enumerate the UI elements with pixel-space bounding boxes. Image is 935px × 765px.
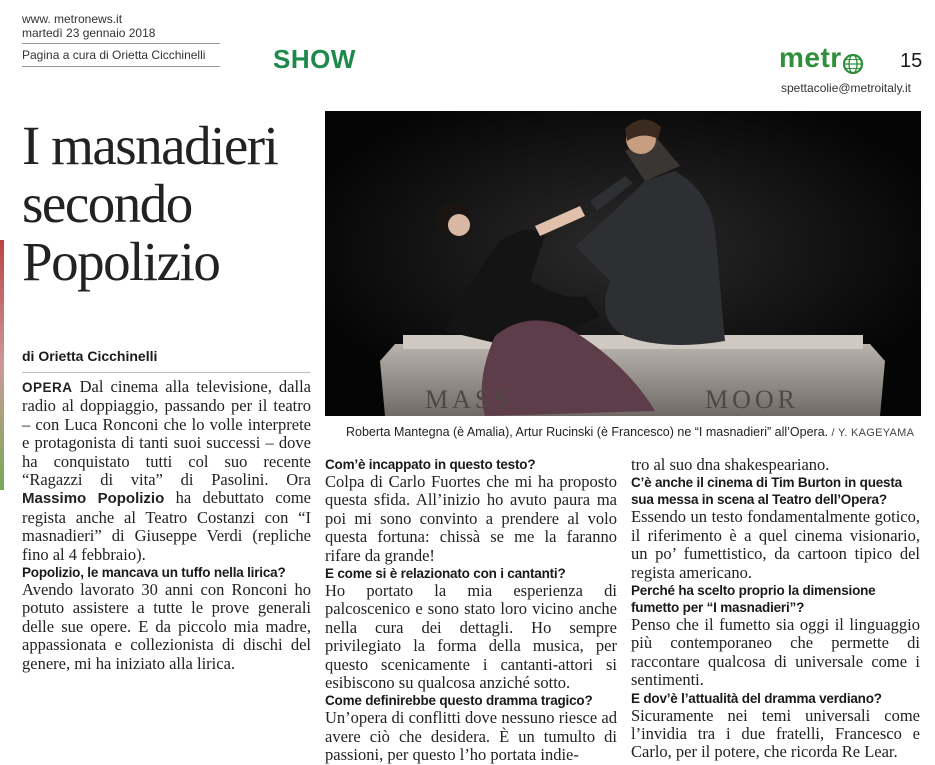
website-url: www. metronews.it [22, 12, 123, 26]
answer-4-part-2: tro al suo dna shakespeariano. [631, 455, 830, 474]
globe-icon [843, 49, 863, 69]
stage-photo [325, 111, 921, 416]
headline-block [22, 117, 322, 291]
question-1: Popolizio, le mancava un tuffo nella lirica? [22, 565, 286, 581]
headline-line-1: I masnadieri [22, 115, 278, 176]
article-column-2 [325, 456, 617, 765]
question-4: Come definirebbe questo dramma tragico? [325, 693, 593, 709]
byline: di Orietta Cicchinelli [22, 348, 158, 364]
stage-text-right: MOOR [705, 385, 800, 414]
question-6: Perché ha scelto proprio la dimensione fumetto per “I masnadieri”? [631, 583, 876, 616]
question-5: C’è anche il cinema di Tim Burton in questa sua messa in scena al Teatro dell’Opera? [631, 475, 902, 508]
article-column-3 [631, 456, 920, 762]
byline-divider [22, 372, 310, 373]
page-number: 15 [900, 50, 923, 72]
answer-1: Avendo lavorato 30 anni con Ronconi ho potuto assistere a tutte le prove generali delle sue opere. E da piccolo mia madre, appassionata e collezionista di dischi del genere, mi ha iniziato alla lirica. [22, 580, 311, 673]
header-divider-bottom [22, 66, 220, 67]
answer-7: Sicuramente nei temi universali come l’invidia tra i due fratelli, Francesco e Carlo, per il potere, che ricorda Re Lear. [631, 705, 920, 762]
header-divider [22, 43, 220, 44]
headline-line-2: secondo [22, 173, 192, 234]
page-edge-strip [0, 240, 4, 490]
logo-text: metr [779, 42, 842, 73]
intro-text-2: ha debuttato come regista anche al Teatro Costanzi con “I masnadieri” di Giuseppe Verdi (repliche fino al 4 febbraio). [22, 488, 311, 564]
person-name: Massimo Popolizio [22, 490, 165, 508]
photo-credit: / Y. KAGEYAMA [828, 427, 915, 439]
headline-line-3: Popolizio [22, 231, 220, 292]
stage-photo-illustration [325, 111, 921, 416]
question-7: E dov’è l’attualità del dramma verdiano? [631, 690, 882, 706]
question-2: Com’è incappato in questo testo? [325, 457, 536, 472]
metro-logo [779, 42, 864, 74]
answer-6: Penso che il fumetto sia oggi il linguaggio più contemporaneo che permette di raccontare qualcosa di universale come i sentimenti. [631, 615, 920, 690]
section-label: SHOW [273, 44, 356, 74]
photo-caption-line [346, 421, 921, 440]
section-email: spettacolie@metroitaly.it [781, 81, 912, 95]
headline [22, 117, 322, 291]
answer-5: Essendo un testo fondamentalmente gotico, il riferimento è a quel cinema visionario, un po’ fumettistico, da cartoon tipico del regista americano. [631, 507, 920, 582]
answer-3: Ho portato la mia esperienza di palcoscenico e sono stato loro vicino anche nella cura dei dettagli. Ho sempre privilegiato la forma della musica, per questo scenicamente i cantanti-attori si esibiscono su qualcosa anziché sotto. [325, 581, 617, 693]
intro-text-1: Dal cinema alla televisione, dalla radio al doppiaggio, passando per il teatro – con Luca Ronconi che lo volle interprete e protagonista di tanti suoi successi – dove ha conquistato tutti col suo recente “Ragazzi di vita” di Pasolini. Ora [22, 377, 311, 490]
question-3: E come si è relazionato con i cantanti? [325, 566, 566, 582]
issue-date: martedì 23 gennaio 2018 [22, 26, 156, 40]
answer-2: Colpa di Carlo Fuortes che mi ha proposto questa sfida. All’inizio ho avuto paura ma poi mi sono convinto a prendere al volo questa fortuna: chissà se me la faranno rifare da grande! [325, 472, 617, 565]
photo-caption: Roberta Mantegna (è Amalia), Artur Rucinski (è Francesco) ne “I masnadieri” all’Opera. [346, 425, 829, 439]
article-column-1 [22, 378, 311, 673]
intro-paragraph [22, 378, 311, 564]
kicker: OPERA [22, 380, 73, 395]
page-editor-line: Pagina a cura di Orietta Cicchinelli [22, 48, 206, 62]
stage-text-left: MASS [425, 385, 512, 414]
answer-4-part-1: Un’opera di conflitti dove nessuno riesce ad avere ciò che desidera. È un tumulto di passioni, per questo l’ho portata indie- [325, 708, 617, 765]
